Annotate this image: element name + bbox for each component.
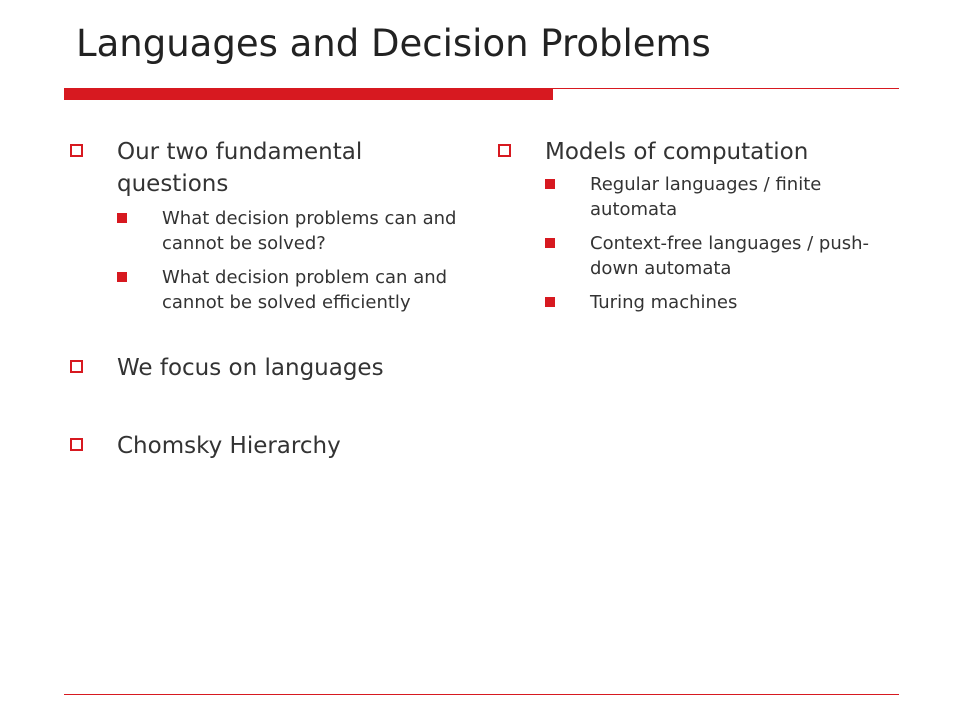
hollow-square-bullet-icon [70,144,83,157]
bullet-text: Our two fundamental questions [117,139,363,197]
filled-square-bullet-icon [545,179,555,189]
sub-bullet-text: Turing machines [590,292,738,313]
title-underline-thin [553,88,899,89]
title-underline-thick [64,88,553,100]
sub-bullet-solved [117,206,470,256]
sub-bullet-text: Regular languages / finite automata [590,174,822,220]
hollow-square-bullet-icon [70,360,83,373]
hollow-square-bullet-icon [70,438,83,451]
filled-square-bullet-icon [545,238,555,248]
bullet-text: Models of computation [545,139,809,165]
left-column [70,136,470,462]
sub-bullet-text: What decision problems can and cannot be solved? [162,208,457,254]
sub-bullet-text: Context-free languages / push-down automata [590,233,870,279]
bullet-text: Chomsky Hierarchy [117,433,341,459]
bullet-languages [70,352,470,384]
sub-bullet-list [545,172,898,315]
sub-bullet-turing [545,290,898,315]
bullet-models-of-computation [498,136,898,168]
right-column [498,136,898,324]
filled-square-bullet-icon [117,213,127,223]
filled-square-bullet-icon [117,272,127,282]
bullet-text: We focus on languages [117,355,384,381]
sub-bullet-regular [545,172,898,222]
sub-bullet-text: What decision problem can and cannot be solved efficiently [162,267,448,313]
bullet-fundamental-questions [70,136,470,200]
sub-bullet-context-free [545,231,898,281]
hollow-square-bullet-icon [498,144,511,157]
bullet-chomsky [70,430,470,462]
filled-square-bullet-icon [545,297,555,307]
footer-divider [64,694,899,695]
sub-bullet-efficiently [117,265,470,315]
slide-title: Languages and Decision Problems [76,22,711,65]
sub-bullet-list [117,206,470,315]
